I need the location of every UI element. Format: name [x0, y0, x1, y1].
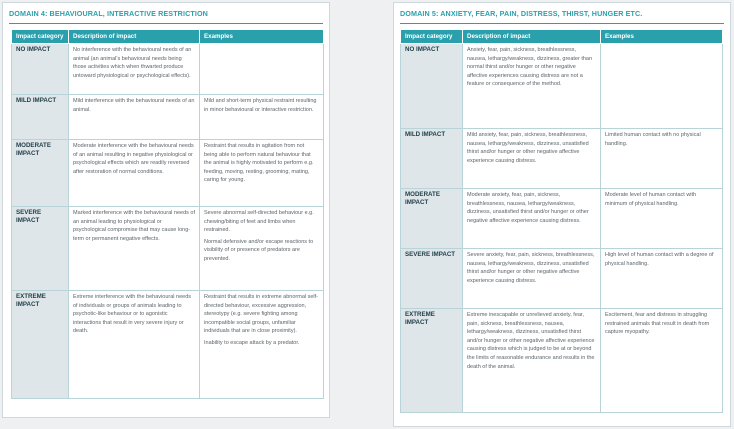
table-row	[12, 140, 324, 207]
row-category: NO IMPACT	[401, 44, 463, 129]
row-description: Extreme inescapable or unrelieved anxiety, fear, pain, sickness, breathlessness, nausea, lethargy/weakness, dizziness, unsatisfied thirst and/or hunger or other negative affective experience causing distress which is judged to be at or beyond the limits of reasonable endurance and results in the death of the animal.	[463, 309, 601, 413]
domain-5-table	[400, 29, 723, 413]
example-paragraph: Inability to escape attack by a predator.	[204, 339, 300, 346]
row-examples: Restraint that results in agitation from not being able to perform natural behaviour that the animal is highly motivated to perform e.g. feeding, moving, resting, grooming, mating, caring for young.	[200, 140, 324, 207]
row-description: Mild interference with the behavioural needs of an animal.	[69, 95, 200, 140]
table-row	[401, 249, 723, 309]
row-examples	[200, 207, 324, 291]
domain-4-title-rule	[9, 23, 323, 24]
table-row	[12, 291, 324, 399]
header-examples: Examples	[200, 30, 324, 44]
row-category: SEVERE IMPACT	[12, 207, 69, 291]
row-category: SEVERE IMPACT	[401, 249, 463, 309]
row-examples: High level of human contact with a degree of physical handling.	[601, 249, 723, 309]
domain-4-table	[11, 29, 324, 399]
row-description: Extreme interference with the behavioural needs of individuals or groups of animals leading to psychotic-like behaviour or to agonistic interactions that result in very severe injury or death.	[69, 291, 200, 399]
header-description: Description of impact	[463, 30, 601, 44]
header-impact-category: Impact category	[401, 30, 463, 44]
domain-5-title: DOMAIN 5: ANXIETY, FEAR, PAIN, DISTRESS, THIRST, HUNGER ETC.	[400, 9, 643, 18]
row-category: MODERATE IMPACT	[12, 140, 69, 207]
row-category: MILD IMPACT	[401, 129, 463, 189]
row-description: Marked interference with the behavioural needs of an animal leading to physiological or psychological compromise that may cause long-term or permanent negative effects.	[69, 207, 200, 291]
row-examples: Limited human contact with no physical handling.	[601, 129, 723, 189]
row-description: Moderate anxiety, fear, pain, sickness, breathlessness, nausea, lethargy/weakness, dizziness, unsatisfied thirst and/or hunger or other negative affective experience causing distress.	[463, 189, 601, 249]
row-category: MODERATE IMPACT	[401, 189, 463, 249]
example-paragraph: Severe abnormal self-directed behaviour e.g. chewing/biting of feet and limbs when restrained.	[204, 210, 314, 234]
header-description: Description of impact	[69, 30, 200, 44]
row-examples: Mild and short-term physical restraint resulting in minor behavioural or interactive restriction.	[200, 95, 324, 140]
row-examples	[200, 44, 324, 95]
row-examples: Moderate level of human contact with minimum of physical handling.	[601, 189, 723, 249]
row-description: No interference with the behavioural needs of an animal (an animal's behavioural needs being those activities which when thwarted produce untoward physiological or psychological effects).	[69, 44, 200, 95]
row-description: Anxiety, fear, pain, sickness, breathlessness, nausea, lethargy/weakness, dizziness, greater than normal thirst and/or hunger or other negative affective experiences causing distress are not a feature or consequence of the method.	[463, 44, 601, 129]
table-row	[12, 207, 324, 291]
table-header-row	[401, 30, 723, 44]
table-row	[12, 44, 324, 95]
table-header-row	[12, 30, 324, 44]
row-category: EXTREME IMPACT	[12, 291, 69, 399]
row-description: Mild anxiety, fear, pain, sickness, breathlessness, nausea, lethargy/weakness, dizziness, unsatisfied thirst and/or hunger or other negative affective experience causing distress.	[463, 129, 601, 189]
row-category: NO IMPACT	[12, 44, 69, 95]
table-row	[401, 129, 723, 189]
example-paragraph: Normal defensive and/or escape reactions to visibility of or presence of predators are prevented.	[204, 238, 314, 262]
row-examples: Excitement, fear and distress in struggling restrained animals that result in death from capture myopathy.	[601, 309, 723, 413]
row-examples	[200, 291, 324, 399]
table-row	[12, 95, 324, 140]
header-impact-category: Impact category	[12, 30, 69, 44]
row-examples	[601, 44, 723, 129]
domain-4-card	[2, 2, 330, 418]
row-category: EXTREME IMPACT	[401, 309, 463, 413]
header-examples: Examples	[601, 30, 723, 44]
row-category: MILD IMPACT	[12, 95, 69, 140]
row-description: Severe anxiety, fear, pain, sickness, breathlessness, nausea, lethargy/weakness, dizziness, unsatisfied thirst and/or hunger or other negative affective experience causing distress.	[463, 249, 601, 309]
table-row	[401, 309, 723, 413]
domain-5-title-rule	[400, 23, 724, 24]
row-description: Moderate interference with the behavioural needs of an animal resulting in negative physiological or psychological effects which are readily reversed after restoration of normal conditions.	[69, 140, 200, 207]
example-paragraph: Restraint that results in extreme abnormal self-directed behaviour, excessive aggression, stereotypy (e.g. severe fighting among incompatible social groups, unfamiliar individuals that are in close proximity).	[204, 294, 319, 335]
domain-5-card	[393, 2, 731, 427]
table-row	[401, 189, 723, 249]
table-row	[401, 44, 723, 129]
domain-4-title: DOMAIN 4: BEHAVIOURAL, INTERACTIVE RESTRICTION	[9, 9, 208, 18]
